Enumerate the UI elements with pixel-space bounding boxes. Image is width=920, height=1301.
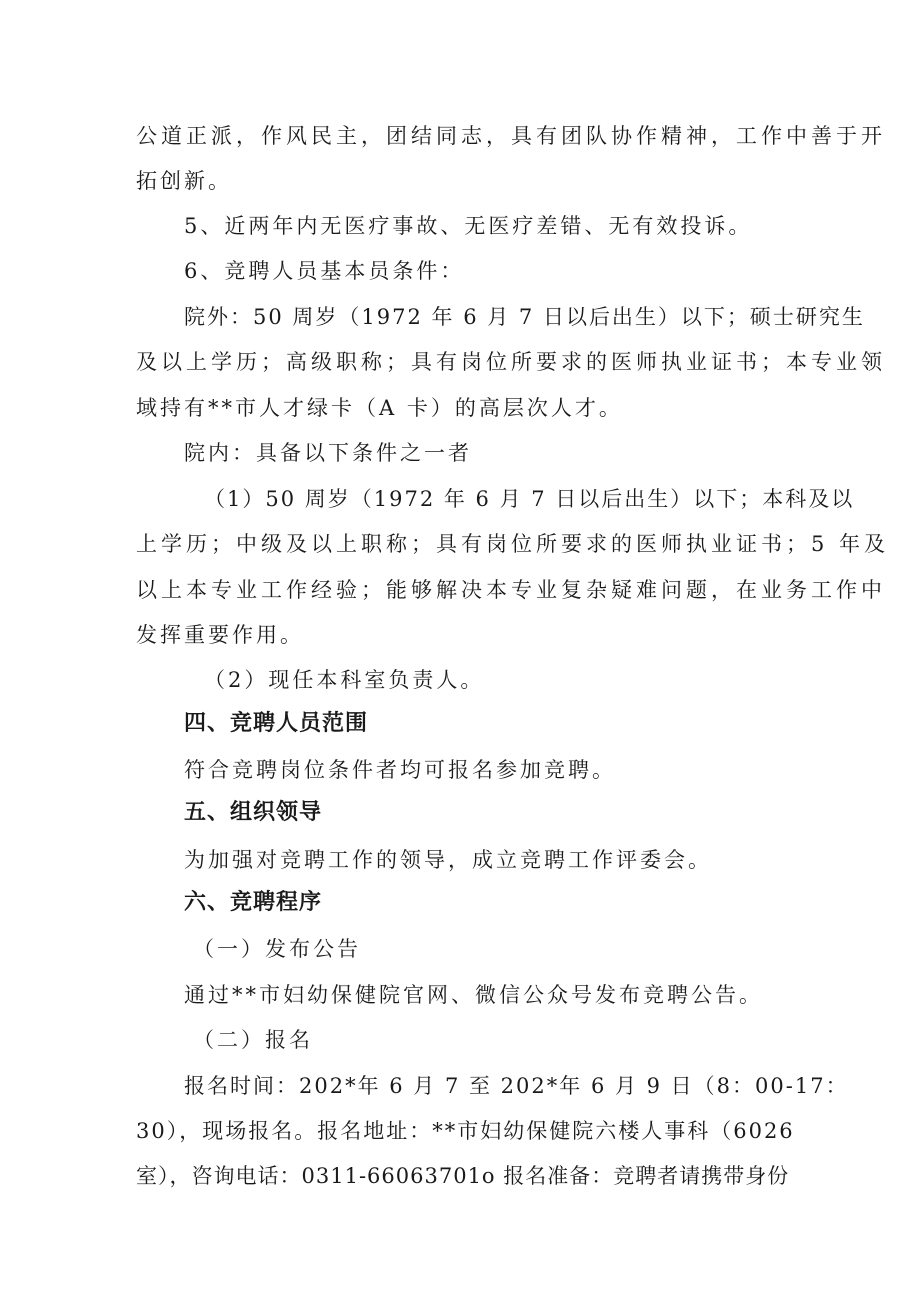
paragraph-line: 公道正派，作风民主，团结同志，具有团队协作精神，工作中善于开: [136, 124, 886, 148]
paragraph-line: 6、竞聘人员基本员条件：: [184, 259, 465, 283]
paragraph-line: （2）现任本科室负责人。: [204, 668, 485, 692]
paragraph-line: （1）50 周岁（1972 年 6 月 7 日以后出生）以下；本科及以: [204, 487, 855, 511]
paragraph-line: 域持有**市人才绿卡（A 卡）的高层次人才。: [136, 396, 623, 420]
paragraph-line: 院内：具备以下条件之一者: [184, 441, 472, 465]
paragraph-line: 上学历；中级及以上职称；具有岗位所要求的医师执业证书；5 年及: [136, 532, 890, 556]
paragraph-line: 5、近两年内无医疗事故、无医疗差错、无有效投诉。: [184, 214, 753, 238]
paragraph-line: 室），咨询电话：0311-66063701o 报名准备：竞聘者请携带身份: [136, 1164, 790, 1188]
paragraph-line: 报名时间：202*年 6 月 7 至 202*年 6 月 9 日（8：00-17：: [184, 1074, 849, 1098]
paragraph-line: 院外：50 周岁（1972 年 6 月 7 日以后出生）以下；硕士研究生: [184, 305, 865, 329]
paragraph-line: （二）报名: [193, 1028, 313, 1052]
paragraph-line: （一）发布公告: [193, 937, 361, 961]
section-heading: 五、组织领导: [184, 800, 323, 825]
section-heading: 四、竞聘人员范围: [184, 711, 369, 736]
paragraph-line: 通过**市妇幼保健院官网、微信公众号发布竞聘公告。: [184, 983, 763, 1007]
paragraph-line: 30），现场报名。报名地址：**市妇幼保健院六楼人事科（6026: [136, 1119, 795, 1143]
paragraph-line: 拓创新。: [136, 169, 232, 193]
paragraph-line: 及以上学历；高级职称；具有岗位所要求的医师执业证书；本专业领: [136, 350, 886, 374]
section-heading: 六、竞聘程序: [184, 890, 323, 915]
paragraph-line: 发挥重要作用。: [136, 623, 304, 647]
paragraph-line: 为加强对竞聘工作的领导，成立竞聘工作评委会。: [184, 848, 712, 872]
paragraph-line: 以上本专业工作经验；能够解决本专业复杂疑难问题，在业务工作中: [136, 578, 886, 602]
paragraph-line: 符合竞聘岗位条件者均可报名参加竞聘。: [184, 758, 616, 782]
